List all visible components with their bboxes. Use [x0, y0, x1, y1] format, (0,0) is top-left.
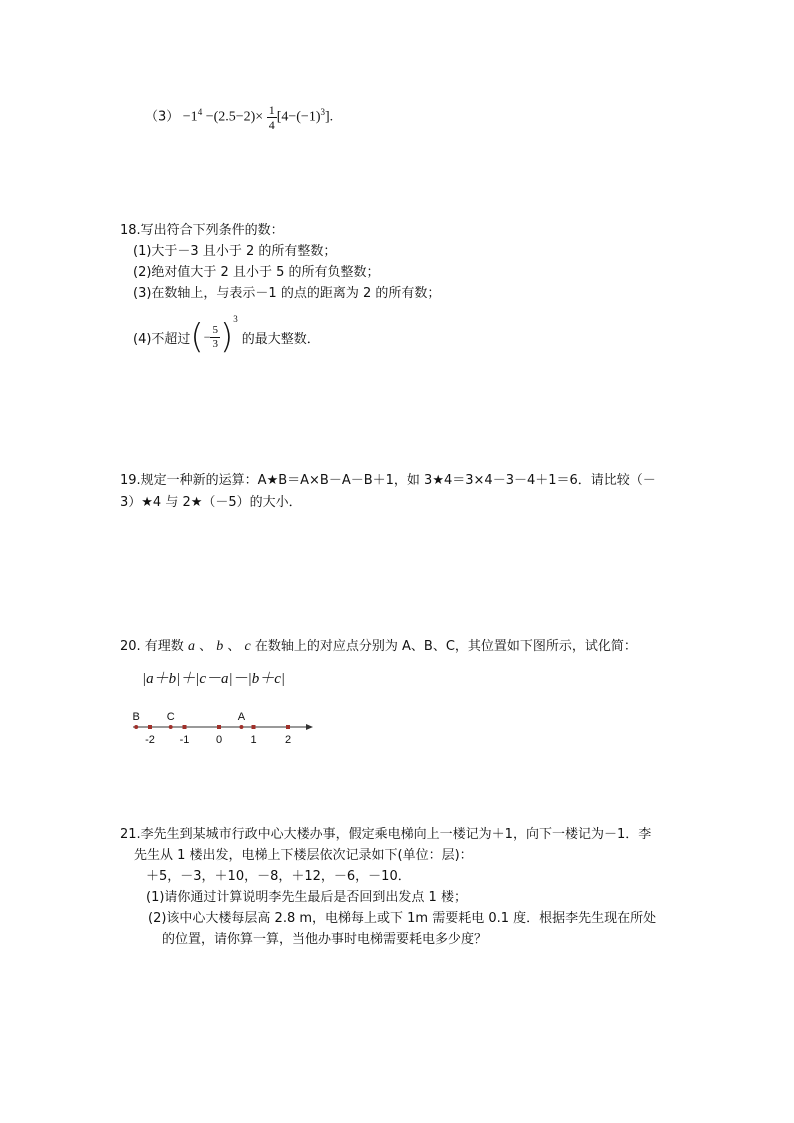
q18-item-2: (2)绝对值大于 2 且小于 5 的所有负整数； [133, 265, 380, 280]
point-label-B: B [132, 711, 140, 723]
q18-item4-suffix: 的最大整数． [241, 331, 320, 347]
q20-prefix: 20. 有理数 [120, 639, 184, 654]
q18-item-1: (1)大于－3 且小于 2 的所有整数； [133, 244, 337, 259]
number-line-marks [133, 711, 292, 746]
point-A [239, 725, 243, 729]
q20-question [120, 636, 637, 658]
left-paren: ( [190, 317, 204, 357]
q21-line-1: 21.李先生到某城市行政中心大楼办事，假定乘电梯向上一楼记为＋1，向下一楼记为－1．李 [120, 827, 652, 842]
q20-var-c: c [244, 639, 251, 654]
point-C [169, 725, 173, 729]
q17-frac-num: 1 [268, 103, 275, 117]
q17-expr-a-exp: 4 [197, 107, 203, 118]
q21-line-2: 先生从 1 楼出发，电梯上下楼层依次记录如下(单位：层)： [134, 848, 473, 863]
point-B [134, 725, 138, 729]
q17-expr-d: ]. [324, 109, 334, 125]
q17-expr-b: −(2.5−2)× [205, 109, 264, 125]
q18-item4-fraction [210, 325, 220, 350]
q20-suffix: 在数轴上的对应点分别为 A、B、C，其位置如下图所示，试化简： [254, 639, 637, 654]
q18-item4-exp: 3 [233, 314, 238, 324]
q19-line-1: 19.规定一种新的运算：A★B＝A×B－A－B＋1，如 3★4＝3×4－3－4＋1＝6．请比较（－ [120, 473, 656, 488]
point-label-C: C [166, 711, 175, 723]
q17-expr-a: −1 [182, 109, 198, 125]
q20-sep-2: 、 [227, 639, 241, 654]
q21-line-3: ＋5，－3，＋10，－8，＋12，－6，－10． [146, 869, 411, 884]
q21-line-6: 的位置，请你算一算，当他办事时电梯需要耗电多少度？ [162, 932, 488, 947]
q18-item-4 [133, 312, 320, 362]
q20-var-b: b [216, 639, 224, 654]
q17-expr-c: [4−(−1) [276, 109, 321, 125]
point-label-A: A [237, 711, 246, 723]
q19-line-2: 3）★4 与 2★（－5）的大小． [120, 495, 302, 510]
q18-item4-minus: − [203, 329, 211, 344]
tick-mark-0 [217, 725, 221, 729]
number-line [125, 706, 325, 748]
tick-label--2: -2 [145, 734, 155, 746]
q18-item4-frac-den: 3 [212, 337, 218, 350]
q18-item4-frac-num: 5 [212, 323, 218, 336]
q20-var-a: a [187, 639, 195, 654]
number-line-arrow [306, 724, 313, 730]
tick-label--1: -1 [179, 734, 190, 746]
q17-part3 [145, 104, 333, 131]
q18-title: 18.写出符合下列条件的数： [120, 223, 284, 238]
tick-mark-2 [286, 725, 290, 729]
q17-expr-c-exp: 3 [320, 107, 325, 118]
right-paren: ) [219, 317, 234, 357]
tick-mark--1 [183, 725, 187, 729]
q18-item-3: (3)在数轴上，与表示－1 的点的距离为 2 的所有数； [133, 286, 441, 301]
q21-line-5: (2)该中心大楼每层高 2.8 m，电梯每上或下 1m 需要耗电 0.1 度．根据李先生现在所处 [148, 911, 657, 926]
tick-label-1: 1 [250, 734, 257, 746]
tick-mark--2 [148, 725, 152, 729]
q17-frac-den: 4 [268, 118, 275, 132]
q18-item4-prefix: (4)不超过 [133, 331, 191, 347]
tick-label-0: 0 [215, 734, 223, 746]
q17-fraction [267, 104, 277, 131]
q21-line-4: (1)请你通过计算说明李先生最后是否回到出发点 1 楼； [146, 890, 467, 905]
q20-sep-1: 、 [199, 639, 213, 654]
q20-expression: |a＋b|＋|c－a|－|b＋c| [142, 671, 286, 687]
tick-label-2: 2 [284, 734, 292, 746]
tick-mark-1 [252, 725, 256, 729]
q17-part3-label: （3） [145, 109, 180, 125]
